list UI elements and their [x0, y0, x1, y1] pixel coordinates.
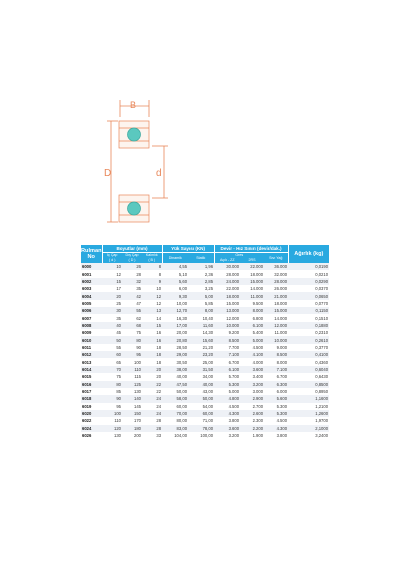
cell-static-load: 3,25 [188, 285, 214, 292]
table-row [81, 263, 329, 270]
cell-speed-open-zz: 5.000 [214, 388, 240, 395]
cell-width: 28 [142, 417, 162, 424]
cell-static-load: 60,00 [188, 410, 214, 417]
cell-outer-diameter: 42 [122, 292, 142, 299]
table-row [81, 410, 329, 417]
cell-width: 22 [142, 388, 162, 395]
cell-speed-oil: 3.800 [264, 432, 288, 439]
cell-speed-2rs: 4.100 [240, 351, 264, 358]
cell-speed-open-zz: 8.500 [214, 336, 240, 343]
cell-speed-2rs: 22.000 [240, 263, 264, 270]
cell-outer-diameter: 125 [122, 381, 142, 388]
cell-bearing-no: 6003 [81, 285, 102, 292]
cell-outer-diameter: 75 [122, 329, 142, 336]
cell-static-load: 43,00 [188, 388, 214, 395]
cell-weight: 1,2100 [288, 403, 329, 410]
header-bearing-no: Rulman No [81, 245, 102, 263]
cell-inner-diameter: 55 [102, 344, 122, 351]
cell-speed-oil: 10.000 [264, 336, 288, 343]
cell-speed-2rs: 6.100 [240, 322, 264, 329]
header-width: Kalınlık [142, 253, 162, 259]
cell-outer-diameter: 47 [122, 300, 142, 307]
bearing-section-bottom [119, 195, 149, 222]
cell-inner-diameter: 17 [102, 285, 122, 292]
cell-speed-open-zz: 30.000 [214, 263, 240, 270]
cell-width: 15 [142, 322, 162, 329]
cell-outer-diameter: 28 [122, 270, 142, 277]
cell-speed-2rs: 11.000 [240, 292, 264, 299]
cell-speed-oil: 11.000 [264, 329, 288, 336]
table-row [81, 358, 329, 365]
cell-dynamic-load: 20,80 [162, 336, 188, 343]
cell-inner-diameter: 75 [102, 373, 122, 380]
cell-width: 13 [142, 307, 162, 314]
header-weight: Ağırlık (kg) [288, 245, 329, 263]
cell-static-load: 71,00 [188, 417, 214, 424]
cell-inner-diameter: 120 [102, 425, 122, 432]
cell-static-load: 10,40 [188, 314, 214, 321]
cell-speed-open-zz: 18.000 [214, 292, 240, 299]
cell-speed-open-zz: 15.000 [214, 300, 240, 307]
cell-outer-diameter: 110 [122, 366, 142, 373]
cell-bearing-no: 6020 [81, 410, 102, 417]
cell-speed-2rs: 15.000 [240, 278, 264, 285]
cell-speed-oil: 14.000 [264, 314, 288, 321]
table-row [81, 366, 329, 373]
cell-speed-2rs: 18.000 [240, 270, 264, 277]
cell-outer-diameter: 130 [122, 388, 142, 395]
cell-bearing-no: 6026 [81, 432, 102, 439]
dimension-inner-label: d [156, 168, 162, 179]
cell-speed-open-zz: 12.000 [214, 314, 240, 321]
cell-inner-diameter: 65 [102, 358, 122, 365]
cell-outer-diameter: 115 [122, 373, 142, 380]
cell-dynamic-load: 40,00 [162, 373, 188, 380]
cell-weight: 0,0770 [288, 300, 329, 307]
cell-bearing-no: 6019 [81, 403, 102, 410]
cell-speed-oil: 6.300 [264, 381, 288, 388]
cell-outer-diameter: 68 [122, 322, 142, 329]
cell-outer-diameter: 145 [122, 403, 142, 410]
cell-inner-diameter: 80 [102, 381, 122, 388]
cell-outer-diameter: 32 [122, 278, 142, 285]
cell-speed-oil: 6.000 [264, 388, 288, 395]
cell-weight: 1,1600 [288, 395, 329, 402]
table-row [81, 285, 329, 292]
cell-speed-2rs: 3.600 [240, 366, 264, 373]
cell-speed-open-zz: 28.000 [214, 270, 240, 277]
dimension-b-label: B [130, 100, 137, 110]
cell-speed-open-zz: 4.300 [214, 410, 240, 417]
cell-weight: 0,2310 [288, 329, 329, 336]
cell-inner-diameter: 20 [102, 292, 122, 299]
cell-speed-open-zz: 6.700 [214, 358, 240, 365]
cell-static-load: 25,00 [188, 358, 214, 365]
cell-speed-open-zz: 7.700 [214, 344, 240, 351]
header-outer-diameter: Dış Çap [122, 253, 142, 259]
cell-dynamic-load: 4,55 [162, 263, 188, 270]
table-row [81, 336, 329, 343]
header-inner-symbol: ( d ) [102, 258, 122, 263]
cell-bearing-no: 6018 [81, 395, 102, 402]
cell-inner-diameter: 50 [102, 336, 122, 343]
cell-static-load: 5,00 [188, 292, 214, 299]
cell-width: 22 [142, 381, 162, 388]
cell-width: 20 [142, 366, 162, 373]
cell-static-load: 34,00 [188, 373, 214, 380]
cell-static-load: 11,60 [188, 322, 214, 329]
cell-outer-diameter: 140 [122, 395, 142, 402]
cell-speed-open-zz: 3.200 [214, 432, 240, 439]
cell-outer-diameter: 200 [122, 432, 142, 439]
table-row [81, 314, 329, 321]
cell-dynamic-load: 30,50 [162, 358, 188, 365]
cell-speed-open-zz: 13.000 [214, 307, 240, 314]
table-row [81, 300, 329, 307]
cell-speed-oil: 4.300 [264, 425, 288, 432]
table-row [81, 307, 329, 314]
cell-width: 8 [142, 270, 162, 277]
cell-speed-open-zz: 7.100 [214, 351, 240, 358]
cell-weight: 1,2600 [288, 410, 329, 417]
cell-inner-diameter: 60 [102, 351, 122, 358]
cell-width: 16 [142, 329, 162, 336]
cell-static-load: 21,20 [188, 344, 214, 351]
cell-speed-oil: 15.000 [264, 307, 288, 314]
table-row [81, 270, 329, 277]
bearing-cross-section-diagram [0, 0, 400, 240]
cell-outer-diameter: 80 [122, 336, 142, 343]
cell-static-load: 15,60 [188, 336, 214, 343]
cell-speed-open-zz: 24.000 [214, 278, 240, 285]
table-row [81, 425, 329, 432]
cell-bearing-no: 6002 [81, 278, 102, 285]
cell-inner-diameter: 95 [102, 403, 122, 410]
cell-speed-oil: 36.000 [264, 263, 288, 270]
cell-speed-2rs: 3.400 [240, 373, 264, 380]
cell-bearing-no: 6016 [81, 381, 102, 388]
cell-width: 33 [142, 432, 162, 439]
cell-inner-diameter: 15 [102, 278, 122, 285]
cell-inner-diameter: 130 [102, 432, 122, 439]
header-static: Statik [188, 253, 214, 264]
cell-inner-diameter: 90 [102, 395, 122, 402]
cell-dynamic-load: 12,70 [162, 307, 188, 314]
table-row [81, 278, 329, 285]
cell-speed-oil: 21.000 [264, 292, 288, 299]
cell-weight: 3,2400 [288, 432, 329, 439]
cell-speed-open-zz: 4.500 [214, 403, 240, 410]
cell-speed-2rs: 2.700 [240, 403, 264, 410]
header-oil: Sıvı Yağ [264, 253, 288, 264]
cell-weight: 0,0190 [288, 263, 329, 270]
cell-speed-oil: 28.000 [264, 278, 288, 285]
cell-speed-oil: 5.300 [264, 410, 288, 417]
cell-static-load: 31,50 [188, 366, 214, 373]
cell-dynamic-load: 5,10 [162, 270, 188, 277]
cell-weight: 0,3770 [288, 344, 329, 351]
cell-speed-2rs: 1.900 [240, 432, 264, 439]
cell-weight: 2,1000 [288, 425, 329, 432]
cell-speed-oil: 32.000 [264, 270, 288, 277]
table-row [81, 344, 329, 351]
header-speed-limit: Devir - Hız Sınırı (devir/dak.) [214, 245, 288, 253]
cell-bearing-no: 6000 [81, 263, 102, 270]
cell-static-load: 5,85 [188, 300, 214, 307]
table-row [81, 395, 329, 402]
header-2rs: 2RS [240, 258, 264, 263]
cell-speed-2rs: 2.300 [240, 417, 264, 424]
table-row [81, 432, 329, 439]
cell-static-load: 54,00 [188, 403, 214, 410]
cell-width: 10 [142, 285, 162, 292]
cell-speed-oil: 6.700 [264, 373, 288, 380]
cell-speed-oil: 5.300 [264, 403, 288, 410]
table-row [81, 292, 329, 299]
cell-weight: 0,0290 [288, 278, 329, 285]
cell-dynamic-load: 9,30 [162, 292, 188, 299]
cell-speed-2rs: 8.000 [240, 307, 264, 314]
cell-inner-diameter: 40 [102, 322, 122, 329]
cell-static-load: 1,96 [188, 263, 214, 270]
cell-static-load: 40,00 [188, 381, 214, 388]
cell-width: 18 [142, 358, 162, 365]
cell-dynamic-load: 38,00 [162, 366, 188, 373]
table-row [81, 351, 329, 358]
cell-speed-oil: 4.500 [264, 417, 288, 424]
cell-speed-open-zz: 4.800 [214, 395, 240, 402]
cell-dynamic-load: 70,00 [162, 410, 188, 417]
cell-inner-diameter: 35 [102, 314, 122, 321]
header-outer-symbol: ( D ) [122, 258, 142, 263]
dimension-outer-label: D [104, 168, 112, 179]
cell-weight: 0,1510 [288, 314, 329, 321]
header-dimensions: Boyutlar (mm) [102, 245, 162, 253]
cell-inner-diameter: 30 [102, 307, 122, 314]
cell-bearing-no: 6006 [81, 307, 102, 314]
cell-speed-oil: 5.600 [264, 395, 288, 402]
cell-bearing-no: 6011 [81, 344, 102, 351]
cell-bearing-no: 6014 [81, 366, 102, 373]
cell-dynamic-load: 60,00 [162, 403, 188, 410]
cell-bearing-no: 6013 [81, 358, 102, 365]
table-row [81, 417, 329, 424]
cell-speed-oil: 9.000 [264, 344, 288, 351]
cell-weight: 0,8950 [288, 388, 329, 395]
cell-speed-2rs: 4.000 [240, 358, 264, 365]
cell-speed-2rs: 5.400 [240, 329, 264, 336]
cell-width: 8 [142, 263, 162, 270]
cell-inner-diameter: 110 [102, 417, 122, 424]
cell-bearing-no: 6008 [81, 322, 102, 329]
cell-speed-open-zz: 22.000 [214, 285, 240, 292]
cell-weight: 0,2610 [288, 336, 329, 343]
cell-speed-2rs: 5.000 [240, 336, 264, 343]
table-row [81, 381, 329, 388]
cell-outer-diameter: 100 [122, 358, 142, 365]
cell-speed-2rs: 4.500 [240, 344, 264, 351]
cell-inner-diameter: 45 [102, 329, 122, 336]
cell-width: 20 [142, 373, 162, 380]
cell-static-load: 78,00 [188, 425, 214, 432]
header-inner-diameter: İç Çap [102, 253, 122, 259]
cell-speed-open-zz: 3.600 [214, 425, 240, 432]
cell-static-load: 2,36 [188, 270, 214, 277]
cell-bearing-no: 6009 [81, 329, 102, 336]
table-row [81, 322, 329, 329]
cell-speed-open-zz: 6.100 [214, 366, 240, 373]
table-row [81, 388, 329, 395]
cell-dynamic-load: 83,00 [162, 425, 188, 432]
cell-outer-diameter: 90 [122, 344, 142, 351]
cell-dynamic-load: 17,00 [162, 322, 188, 329]
cell-dynamic-load: 58,00 [162, 395, 188, 402]
cell-inner-diameter: 100 [102, 410, 122, 417]
cell-speed-open-zz: 9.200 [214, 329, 240, 336]
cell-weight: 0,1880 [288, 322, 329, 329]
cell-width: 12 [142, 292, 162, 299]
cell-speed-2rs: 14.000 [240, 285, 264, 292]
cell-dynamic-load: 28,50 [162, 344, 188, 351]
cell-dynamic-load: 20,00 [162, 329, 188, 336]
cell-width: 18 [142, 351, 162, 358]
cell-weight: 0,6430 [288, 373, 329, 380]
cell-bearing-no: 6022 [81, 417, 102, 424]
cell-dynamic-load: 50,00 [162, 388, 188, 395]
header-grease: Gres [214, 253, 264, 259]
cell-outer-diameter: 95 [122, 351, 142, 358]
cell-weight: 0,1150 [288, 307, 329, 314]
cell-width: 9 [142, 278, 162, 285]
cell-static-load: 8,00 [188, 307, 214, 314]
cell-bearing-no: 6024 [81, 425, 102, 432]
cell-inner-diameter: 12 [102, 270, 122, 277]
cell-dynamic-load: 6,00 [162, 285, 188, 292]
cell-speed-oil: 12.000 [264, 322, 288, 329]
cell-inner-diameter: 10 [102, 263, 122, 270]
cell-outer-diameter: 150 [122, 410, 142, 417]
cell-inner-diameter: 70 [102, 366, 122, 373]
cell-bearing-no: 6010 [81, 336, 102, 343]
cell-dynamic-load: 104,00 [162, 432, 188, 439]
cell-width: 24 [142, 410, 162, 417]
cell-width: 28 [142, 425, 162, 432]
cell-width: 18 [142, 344, 162, 351]
cell-bearing-no: 6005 [81, 300, 102, 307]
cell-width: 16 [142, 336, 162, 343]
cell-speed-oil: 18.000 [264, 300, 288, 307]
cell-outer-diameter: 35 [122, 285, 142, 292]
header-dynamic: Dinamik [162, 253, 188, 264]
cell-bearing-no: 6012 [81, 351, 102, 358]
cell-width: 12 [142, 300, 162, 307]
cell-inner-diameter: 25 [102, 300, 122, 307]
cell-speed-2rs: 3.200 [240, 381, 264, 388]
cell-speed-oil: 8.500 [264, 351, 288, 358]
cell-weight: 1,9700 [288, 417, 329, 424]
cell-inner-diameter: 85 [102, 388, 122, 395]
cell-outer-diameter: 180 [122, 425, 142, 432]
cell-weight: 0,0370 [288, 285, 329, 292]
cell-speed-open-zz: 10.000 [214, 322, 240, 329]
cell-weight: 0,6040 [288, 366, 329, 373]
cell-static-load: 14,30 [188, 329, 214, 336]
cell-weight: 0,4360 [288, 358, 329, 365]
cell-weight: 0,4100 [288, 351, 329, 358]
header-open-zz: Açık - ZZ [214, 258, 240, 263]
cell-static-load: 23,20 [188, 351, 214, 358]
cell-outer-diameter: 26 [122, 263, 142, 270]
cell-dynamic-load: 5,60 [162, 278, 188, 285]
cell-speed-oil: 26.000 [264, 285, 288, 292]
cell-speed-open-zz: 5.300 [214, 381, 240, 388]
table-row [81, 329, 329, 336]
cell-dynamic-load: 29,00 [162, 351, 188, 358]
cell-bearing-no: 6017 [81, 388, 102, 395]
cell-dynamic-load: 47,50 [162, 381, 188, 388]
cell-dynamic-load: 16,30 [162, 314, 188, 321]
cell-dynamic-load: 10,00 [162, 300, 188, 307]
cell-speed-open-zz: 3.800 [214, 417, 240, 424]
header-load: Yük Sayısı (KN) [162, 245, 214, 253]
table-row [81, 373, 329, 380]
bearing-spec-table [81, 245, 329, 439]
cell-weight: 0,8500 [288, 381, 329, 388]
cell-width: 24 [142, 395, 162, 402]
cell-weight: 0,0650 [288, 292, 329, 299]
cell-speed-open-zz: 5.700 [214, 373, 240, 380]
cell-speed-2rs: 6.800 [240, 314, 264, 321]
cell-speed-2rs: 2.900 [240, 395, 264, 402]
cell-speed-2rs: 9.500 [240, 300, 264, 307]
cell-outer-diameter: 62 [122, 314, 142, 321]
bearing-section-top [119, 121, 149, 148]
cell-speed-2rs: 2.200 [240, 425, 264, 432]
cell-outer-diameter: 55 [122, 307, 142, 314]
cell-speed-oil: 7.100 [264, 366, 288, 373]
cell-width: 14 [142, 314, 162, 321]
cell-bearing-no: 6007 [81, 314, 102, 321]
cell-bearing-no: 6001 [81, 270, 102, 277]
cell-width: 24 [142, 403, 162, 410]
cell-speed-oil: 8.000 [264, 358, 288, 365]
cell-dynamic-load: 80,00 [162, 417, 188, 424]
cell-static-load: 100,00 [188, 432, 214, 439]
cell-weight: 0,0210 [288, 270, 329, 277]
header-width-symbol: ( B ) [142, 258, 162, 263]
cell-speed-2rs: 3.000 [240, 388, 264, 395]
cell-bearing-no: 6004 [81, 292, 102, 299]
cell-static-load: 2,85 [188, 278, 214, 285]
cell-static-load: 50,00 [188, 395, 214, 402]
cell-speed-2rs: 2.600 [240, 410, 264, 417]
cell-bearing-no: 6015 [81, 373, 102, 380]
cell-outer-diameter: 170 [122, 417, 142, 424]
table-row [81, 403, 329, 410]
